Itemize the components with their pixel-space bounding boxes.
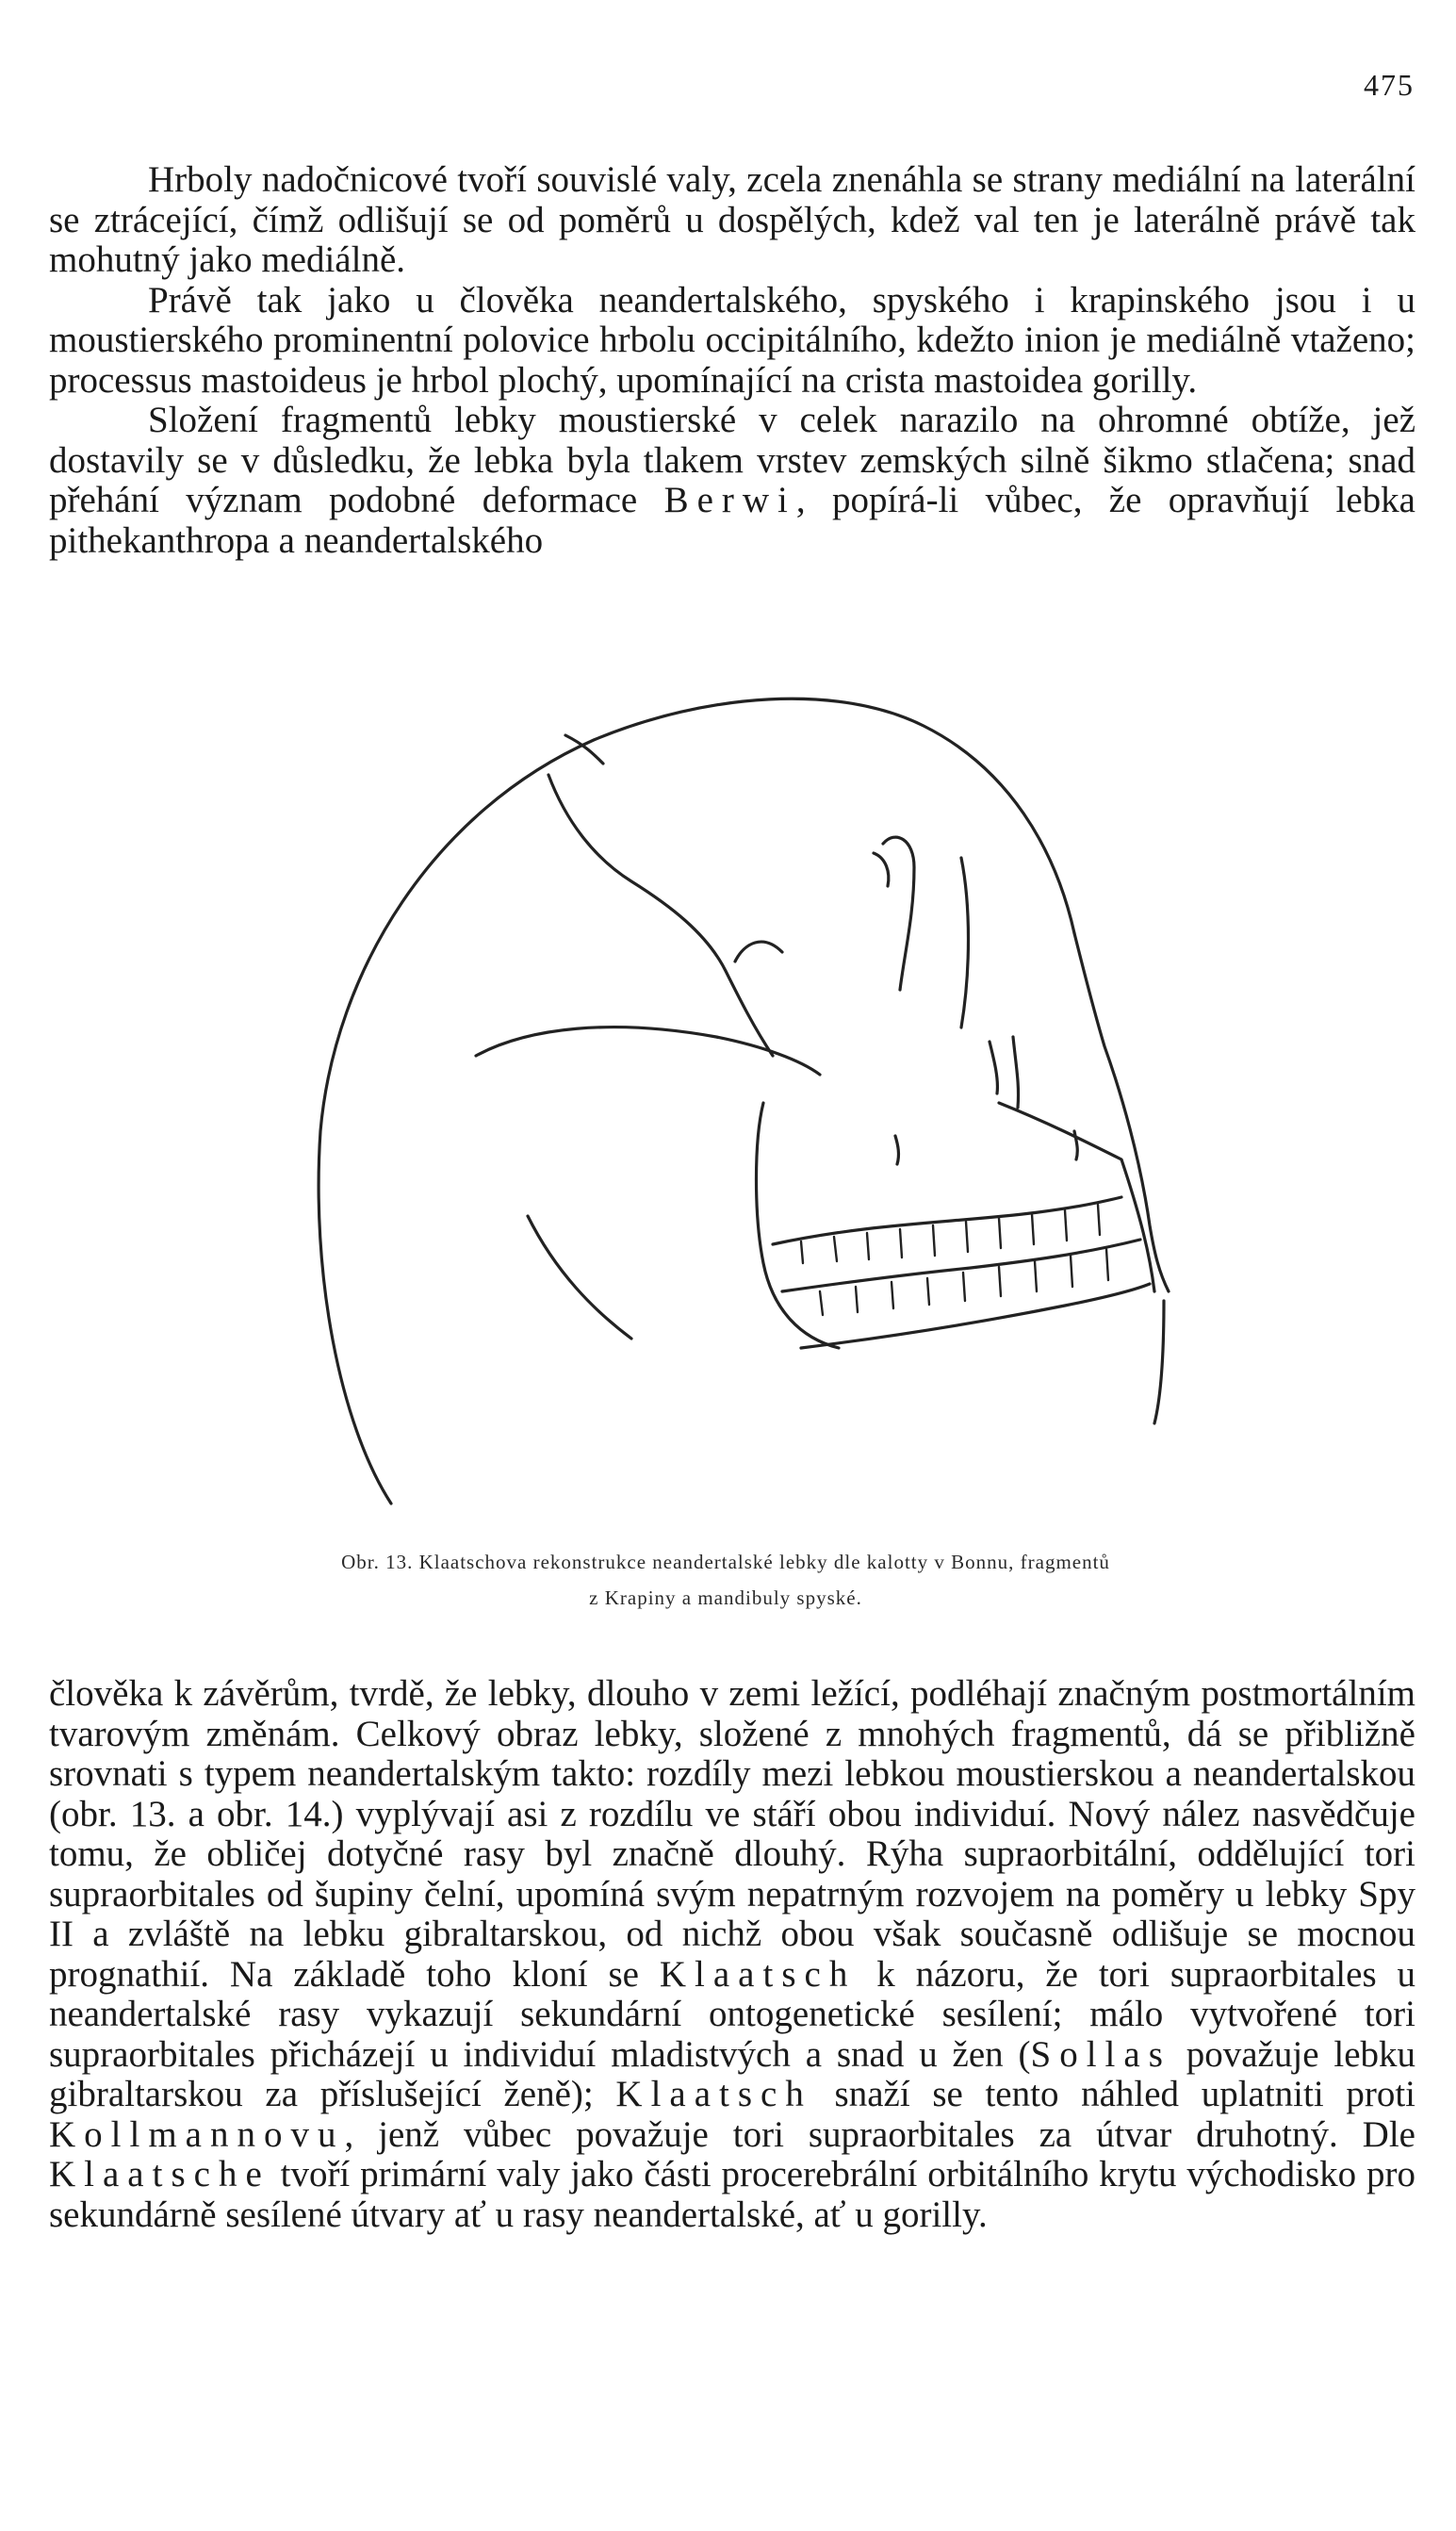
paragraph-2: Právě tak jako u člověka neandertalského, spyského i krapinského jsou i u moustierského prominentní polovice hrbolu occipitálního, kdežto inion je mediálně vtaženo; processus mastoideus je hrbol plochý, upomínající na crista mastoidea gorilly.	[49, 279, 1415, 401]
author-name-klaatsch-2: Klaatsch	[615, 2074, 812, 2114]
skull-figure	[311, 688, 1272, 1537]
paragraph-continuation	[49, 1674, 1415, 2235]
dental-small-1	[895, 1136, 898, 1164]
orbit-hook	[874, 853, 889, 886]
nasal-mark-2	[1013, 1037, 1019, 1108]
author-name-kollmann: Kollmannovu	[49, 2113, 345, 2155]
zygomatic-arch	[476, 1027, 820, 1075]
ramus-outline	[757, 1103, 840, 1348]
author-name-klaatsch-1: Klaatsch	[659, 1953, 857, 1995]
top-text-block	[49, 160, 1415, 561]
chin-line	[1154, 1301, 1164, 1423]
continuation-part-2: k názoru, že tori supraorbitales u neandertalské rasy vykazují sekundární ontogenetické sesílení; málo vytvořené tori supraorbitales přicházejí u individuí mladistvých a snad u žen (	[49, 1953, 1415, 2075]
figure-caption	[151, 1544, 1301, 1616]
figure-caption-line-2: z Krapiny a mandibuly spyské.	[589, 1586, 862, 1609]
continuation-part-5: , jenž vůbec považuje tori supraorbitales za útvar druhotný. Dle	[344, 2113, 1415, 2155]
paragraph-3	[49, 401, 1415, 561]
paragraph-3-part-a: Složení fragmentů lebky moustierské v celek narazilo na ohromné obtíže, jež dostavily se v důsledku, že lebka byla tlakem vrstev zemských silně šikmo stlačena; snad přehání význam podobné deformace	[49, 400, 1415, 520]
figure-caption-line-1: Obr. 13. Klaatschova rekonstrukce neandertalské lebky dle kalotty v Bonnu, fragmentů	[341, 1551, 1110, 1573]
frontal-profile	[1074, 933, 1169, 1291]
nasal-mark-1	[990, 1042, 997, 1093]
dental-small-2	[1074, 1131, 1077, 1159]
page-number: 475	[1364, 68, 1415, 102]
continuation-part-3: považuje lebku gibraltarskou za příslušející ženě);	[49, 2033, 1415, 2114]
continuation-part-6: tvoří primární valy jako části procerebrální orbitálního krytu východisko pro sekundárně sesílené útvary ať u rasy neandertalské, ať u gorilly.	[49, 2154, 1415, 2235]
temporal-fossa-arc	[735, 942, 782, 961]
author-name-berwi: Berwi	[663, 480, 796, 520]
skull-reconstruction-drawing	[311, 688, 1272, 1537]
jaw-bottom	[801, 1284, 1150, 1348]
continuation-part-1: člověka k závěrům, tvrdě, že lebky, dlouho v zemi ležící, podléhají značným postmortálním tvarovým změnám. Celkový obraz lebky, složené z mnohých fragmentů, dá se přibližně srovnati s typem neandertalským takto: rozdíly mezi lebkou moustierskou a neandertalskou (obr. 13. a obr. 14.) vyplývají asi z rozdílu ve stáří obou individuí. Nový nález nasvědčuje tomu, že obličej dotyčné rasy byl značně dlouhý. Rýha supraorbitální, oddělující tori supraorbitales od šupiny čelní, upomíná svým nepatrným rozvojem na poměry u lebky Spy II a zvláště na lebku gibraltarskou, od nichž obou však současně odlišuje se mocnou prognathií. Na základě toho kloní se	[49, 1673, 1415, 1995]
continuation-part-4: snaží se tento náhled uplatniti proti	[811, 2074, 1416, 2114]
author-name-sollas: Sollas	[1030, 2033, 1171, 2075]
paragraph-3-part-b: , popírá-li vůbec, že opravňují lebka pithekanthropa a neandertalského	[49, 480, 1415, 561]
mastoid-process	[528, 1216, 631, 1339]
coronal-suture	[548, 775, 773, 1056]
orbit-upper	[883, 837, 914, 990]
author-name-klaatsche: Klaatsche	[49, 2154, 270, 2194]
zygomatic-line	[961, 858, 969, 1027]
paragraph-1: Hrboly nadočnicové tvoří souvislé valy, zcela znenáhla se strany mediální na laterální se ztrácející, čímž odlišují se od poměrů u dospělých, kdež val ten je laterálně právě tak mohutný jako mediálně.	[49, 159, 1415, 280]
cranium-outline	[319, 698, 1074, 1504]
upper-teeth-row	[773, 1197, 1121, 1244]
bottom-text-block	[49, 1674, 1415, 2235]
